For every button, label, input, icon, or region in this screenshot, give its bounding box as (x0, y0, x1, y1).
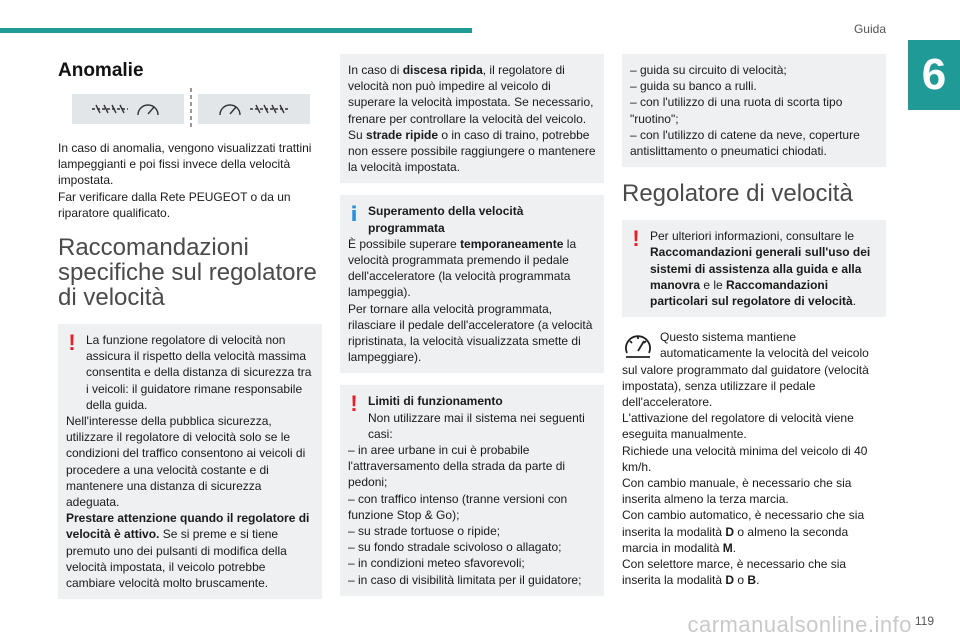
downhill-text-1 (348, 62, 596, 127)
dashes-speedometer-icon (72, 94, 184, 124)
text-run: , il regolatore di velocità non può impedire al veicolo di superare la velocità impostata. Se necessario, frenare per controllare la velocità del veicolo. (348, 63, 594, 126)
cruise-warning-box (622, 220, 886, 317)
list-item: – guida su banco a rulli. (630, 79, 757, 94)
text-bold: strade ripide (366, 127, 439, 142)
cruise-text-3: Richiede una velocità minima del veicolo di 40 km/h. (622, 443, 868, 474)
column-3 (622, 54, 886, 588)
limits-intro: Non utilizzare mai il sistema nei seguenti casi: (368, 410, 585, 441)
watermark: carmanualsonline.info (687, 612, 912, 637)
info-box (340, 195, 604, 373)
cruise-text-1: Questo sistema mantiene automaticamente la velocità del veicolo sul valore programmato dal guidatore (velocità impostata), senza utilizzare il pedale dell'acceleratore. (622, 330, 869, 410)
limits-continued-box (622, 54, 886, 167)
text-run: Su (348, 127, 367, 142)
anomalie-paragraph-1: In caso di anomalia, vengono visualizzati trattini lampeggianti e poi fissi invece della velocità impostata. (58, 141, 312, 188)
text-run: . (756, 573, 760, 588)
info-text-2: Per tornare alla velocità programmata, rilasciare il pedale dell'acceleratore (a velocità ripristinata, la velocità visualizzata smette di lampeggiare). (348, 301, 593, 365)
list-item: – guida su circuito di velocità; (630, 63, 787, 77)
cruise-warning-text (650, 228, 878, 309)
text-bold: discesa ripida (402, 63, 483, 77)
cruise-text-4: Con cambio manuale, è necessario che sia inserita almeno la terza marcia. (622, 476, 852, 507)
downhill-text-2 (348, 127, 596, 176)
text-run: . (732, 540, 737, 555)
column-1 (58, 54, 322, 611)
warning-icon: ! (350, 391, 358, 417)
cruise-text-6 (622, 556, 886, 588)
text-run: o almeno la seconda marcia in modalità (622, 524, 849, 555)
limits-title (368, 393, 596, 409)
header-accent-bar (0, 28, 472, 33)
column-2 (340, 54, 604, 608)
list-item: – con l'utilizzo di una ruota di scorta tipo "ruotino"; (630, 95, 843, 126)
text-bold: temporaneamente (460, 236, 564, 251)
info-title (368, 203, 596, 235)
text-run: e le (700, 277, 727, 292)
info-icon: i (350, 202, 358, 227)
recommendations-title: Raccomandazioni specifiche sul regolatore di velocità (58, 234, 317, 312)
text-run: . (852, 294, 857, 309)
chapter-tab: 6 (908, 40, 960, 110)
list-item: – su strade tortuose o ripide; (348, 524, 501, 539)
text-run: In caso di (348, 63, 403, 77)
limits-box (340, 385, 604, 595)
text-run: È possibile superare (348, 236, 461, 251)
text-run: la velocità programmata premendo il pedale dell'acceleratore (la velocità programmata lampeggia). (348, 236, 577, 300)
warning-text-3-rest: Se si preme e si tiene premuto uno dei pulsanti di modifica della velocità impostata, il veicolo potrebbe cambiare velocità molto bruscamente. (66, 527, 287, 591)
list-item: – in caso di visibilità limitata per il guidatore; (348, 572, 582, 587)
text-bold: Raccomandazioni generali sull'uso dei sistemi di assistenza alla guida e alla manovra (650, 245, 871, 292)
warning-text-3 (66, 510, 314, 591)
warning-icon: ! (632, 226, 640, 252)
cruise-text-2: L'attivazione del regolatore di velocità viene eseguita manualmente. (622, 411, 854, 442)
list-item: – in aree urbane in cui è probabile l'attraversamento della strada da parte di pedoni; (348, 443, 566, 490)
text-run: o in caso di traino, potrebbe non essere possibile raggiungere o mantenere la velocità impostata. (348, 127, 596, 175)
downhill-box (340, 54, 604, 183)
text-run: Con selettore marce, è necessario che sia inserita la modalità (622, 557, 847, 588)
cruise-body (622, 329, 886, 588)
text-bold: D (725, 524, 735, 539)
anomalie-paragraph-2: Far verificare dalla Rete PEUGEOT o da un riparatore qualificato. (58, 189, 291, 220)
text-run: o (734, 573, 748, 588)
text-bold: Superamento della velocità programmata (368, 204, 524, 235)
info-text-1 (348, 236, 596, 301)
text-run: Con cambio automatico, è necessario che sia inserita la modalità (622, 508, 865, 539)
anomaly-display-icons (72, 94, 322, 128)
cruise-control-title: Regolatore di velocità (622, 180, 853, 208)
speedometer-dashes-icon (198, 94, 310, 124)
cruise-text-5 (622, 507, 886, 556)
text-bold: Raccomandazioni particolari sul regolatore di velocità (650, 277, 853, 309)
text-bold: D (725, 573, 735, 588)
text-run: Per ulteriori informazioni, consultare le (650, 229, 855, 244)
list-item: – su fondo stradale scivoloso o allagato; (348, 540, 562, 555)
text-bold: Limiti di funzionamento (368, 394, 503, 409)
text-bold: B (747, 573, 757, 588)
cruise-control-icon (622, 329, 654, 361)
warning-bold: Prestare attenzione quando il regolatore di velocità è attivo. (66, 511, 310, 542)
list-item: – con traffico intenso (tranne versioni con funzione Stop & Go); (348, 491, 568, 522)
list-item: – con l'utilizzo di catene da neve, coperture antislittamento o pneumatici chiodati. (630, 127, 860, 159)
anomalie-title: Anomalie (58, 60, 144, 81)
section-name: Guida (853, 22, 886, 36)
warning-icon: ! (68, 330, 76, 356)
text-bold: M (722, 540, 733, 555)
divider (190, 88, 192, 128)
list-item: – in condizioni meteo sfavorevoli; (348, 556, 525, 571)
warning-box (58, 324, 322, 599)
warning-text-2: Nell'interesse della pubblica sicurezza, utilizzare il regolatore di velocità solo se le condizioni del traffico consentono ai veicoli di procedere a una velocità costante e di mantenere una distanza di sicurezza adeguata. (66, 414, 306, 510)
page-number: 119 (914, 614, 934, 628)
warning-text-1: La funzione regolatore di velocità non assicura il rispetto della velocità massima consentita e della distanza di sicurezza tra i veicoli: il guidatore rimane responsabile della guida. (86, 333, 312, 412)
